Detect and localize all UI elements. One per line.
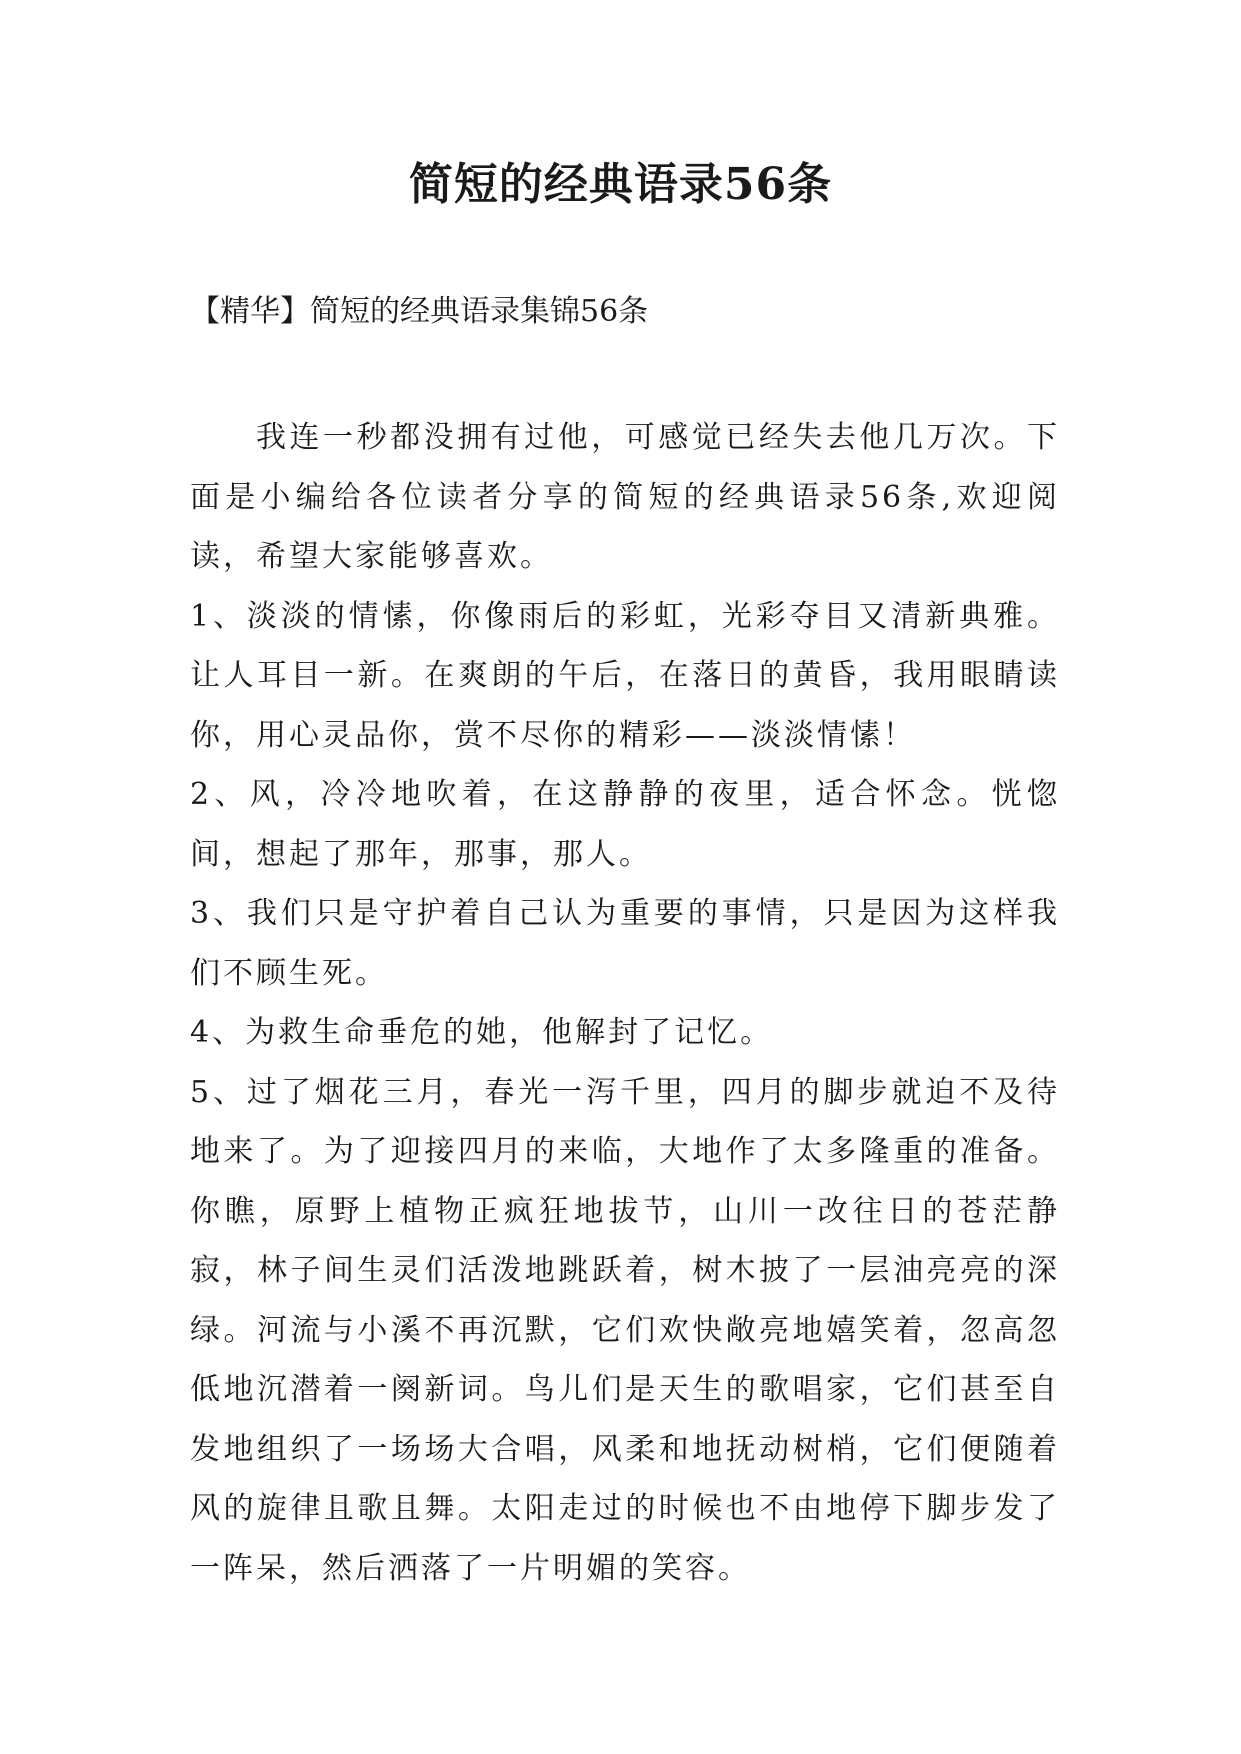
quote-item-4: 4、为救生命垂危的她，他解封了记忆。 (190, 1015, 774, 1050)
document-body (190, 408, 1060, 1598)
quote-item-3: 3、我们只是守护着自己认为重要的事情，只是因为这样我们不顾生死。 (190, 896, 1060, 991)
quote-item-1: 1、淡淡的情愫，你像雨后的彩虹，光彩夺目又清新典雅。让人耳目一新。在爽朗的午后，在落日的黄昏，我用眼睛读你，用心灵品你，赏不尽你的精彩——淡淡情愫！ (190, 598, 1060, 753)
intro-paragraph: 我连一秒都没拥有过他，可感觉已经失去他几万次。下面是小编给各位读者分享的简短的经典语录56条,欢迎阅读，希望大家能够喜欢。 (190, 420, 1060, 574)
quote-item-5: 5、过了烟花三月，春光一泻千里，四月的脚步就迫不及待地来了。为了迎接四月的来临，大地作了太多隆重的准备。你瞧，原野上植物正疯狂地拔节，山川一改往日的苍茫静寂，林子间生灵们活泼地跳跃着，树木披了一层油亮亮的深绿。河流与小溪不再沉默，它们欢快敞亮地嬉笑着，忽高忽低地沉潜着一阕新词。鸟儿们是天生的歌唱家，它们甚至自发地组织了一场场大合唱，风柔和地抚动树梢，它们便随着风的旋律且歌且舞。太阳走过的时候也不由地停下脚步发了一阵呆，然后洒落了一片明媚的笑容。 (190, 1074, 1060, 1586)
quote-item-2: 2、风，冷冷地吹着，在这静静的夜里，适合怀念。恍惚间，想起了那年，那事，那人。 (190, 777, 1060, 872)
document-subtitle: 【精华】简短的经典语录集锦56条 (190, 294, 649, 329)
document-title: 简短的经典语录56条 (408, 159, 833, 210)
